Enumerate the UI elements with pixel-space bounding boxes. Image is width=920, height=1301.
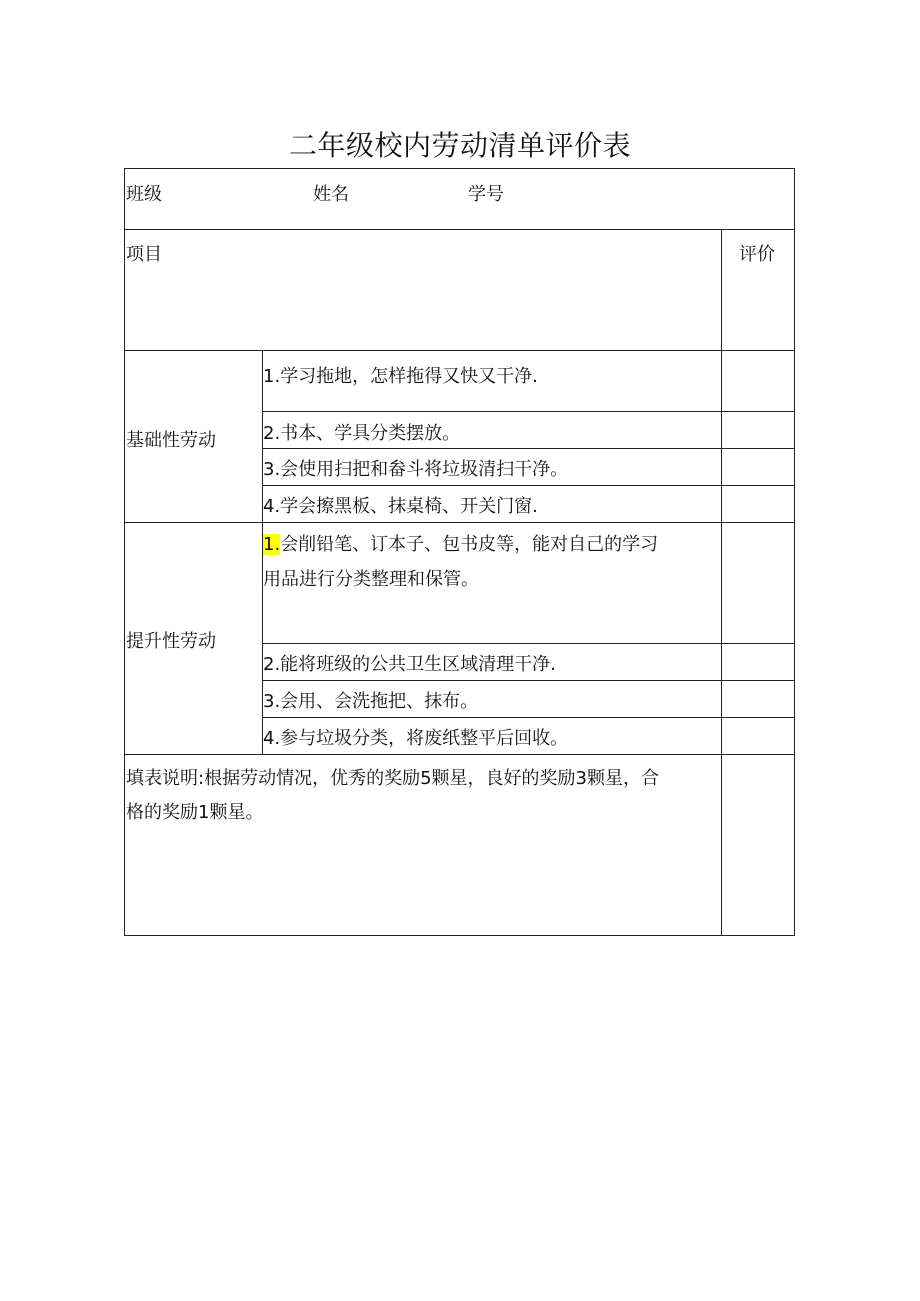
advanced-task-1-line1: 会削铅笔、订本子、包书皮等，能对自己的学习 xyxy=(280,534,659,555)
advanced-task-3: 3.会用、会洗拖把、抹布。 xyxy=(263,691,479,712)
table-border-bottom xyxy=(124,935,795,936)
advanced-task-1 xyxy=(263,528,658,562)
table-border-top xyxy=(124,168,795,169)
table-border-right xyxy=(794,168,795,936)
row-divider xyxy=(262,411,795,412)
advanced-task-4: 4.参与垃圾分类，将废纸整平后回收。 xyxy=(263,728,569,749)
evaluation-column-divider xyxy=(721,229,722,936)
student-number-label: 学号 xyxy=(468,184,504,205)
fill-instructions-line1: 填表说明:根据劳动情况，优秀的奖励5颗星，良好的奖励3颗星，合 xyxy=(126,768,659,789)
class-label: 班级 xyxy=(126,184,162,205)
basic-task-1: 1.学习拖地，怎样拖得又快又干净. xyxy=(263,366,538,387)
basic-task-3: 3.会使用扫把和畚斗将垃圾清扫干净。 xyxy=(263,459,569,480)
evaluation-table xyxy=(124,168,795,936)
item-column-header: 项目 xyxy=(126,244,162,265)
table-border-left xyxy=(124,168,125,936)
category-basic-labor: 基础性劳动 xyxy=(126,430,216,451)
advanced-task-2: 2.能将班级的公共卫生区域清理干净. xyxy=(263,654,556,675)
row-divider xyxy=(262,643,795,644)
evaluation-column-header: 评价 xyxy=(739,244,775,265)
page-title: 二年级校内劳动清单评价表 xyxy=(288,129,631,162)
task-number-highlight: 1. xyxy=(263,534,281,555)
basic-task-4: 4.学会擦黑板、抹桌椅、开关门窗. xyxy=(263,496,538,517)
row-divider xyxy=(124,229,795,230)
category-advanced-labor: 提升性劳动 xyxy=(126,631,216,652)
basic-task-2: 2.书本、学具分类摆放。 xyxy=(263,423,461,444)
row-divider xyxy=(124,350,795,351)
advanced-task-1-line2: 用品进行分类整理和保管。 xyxy=(263,569,479,590)
fill-instructions-line2: 格的奖励1颗星。 xyxy=(126,802,264,823)
name-label: 姓名 xyxy=(313,184,349,205)
